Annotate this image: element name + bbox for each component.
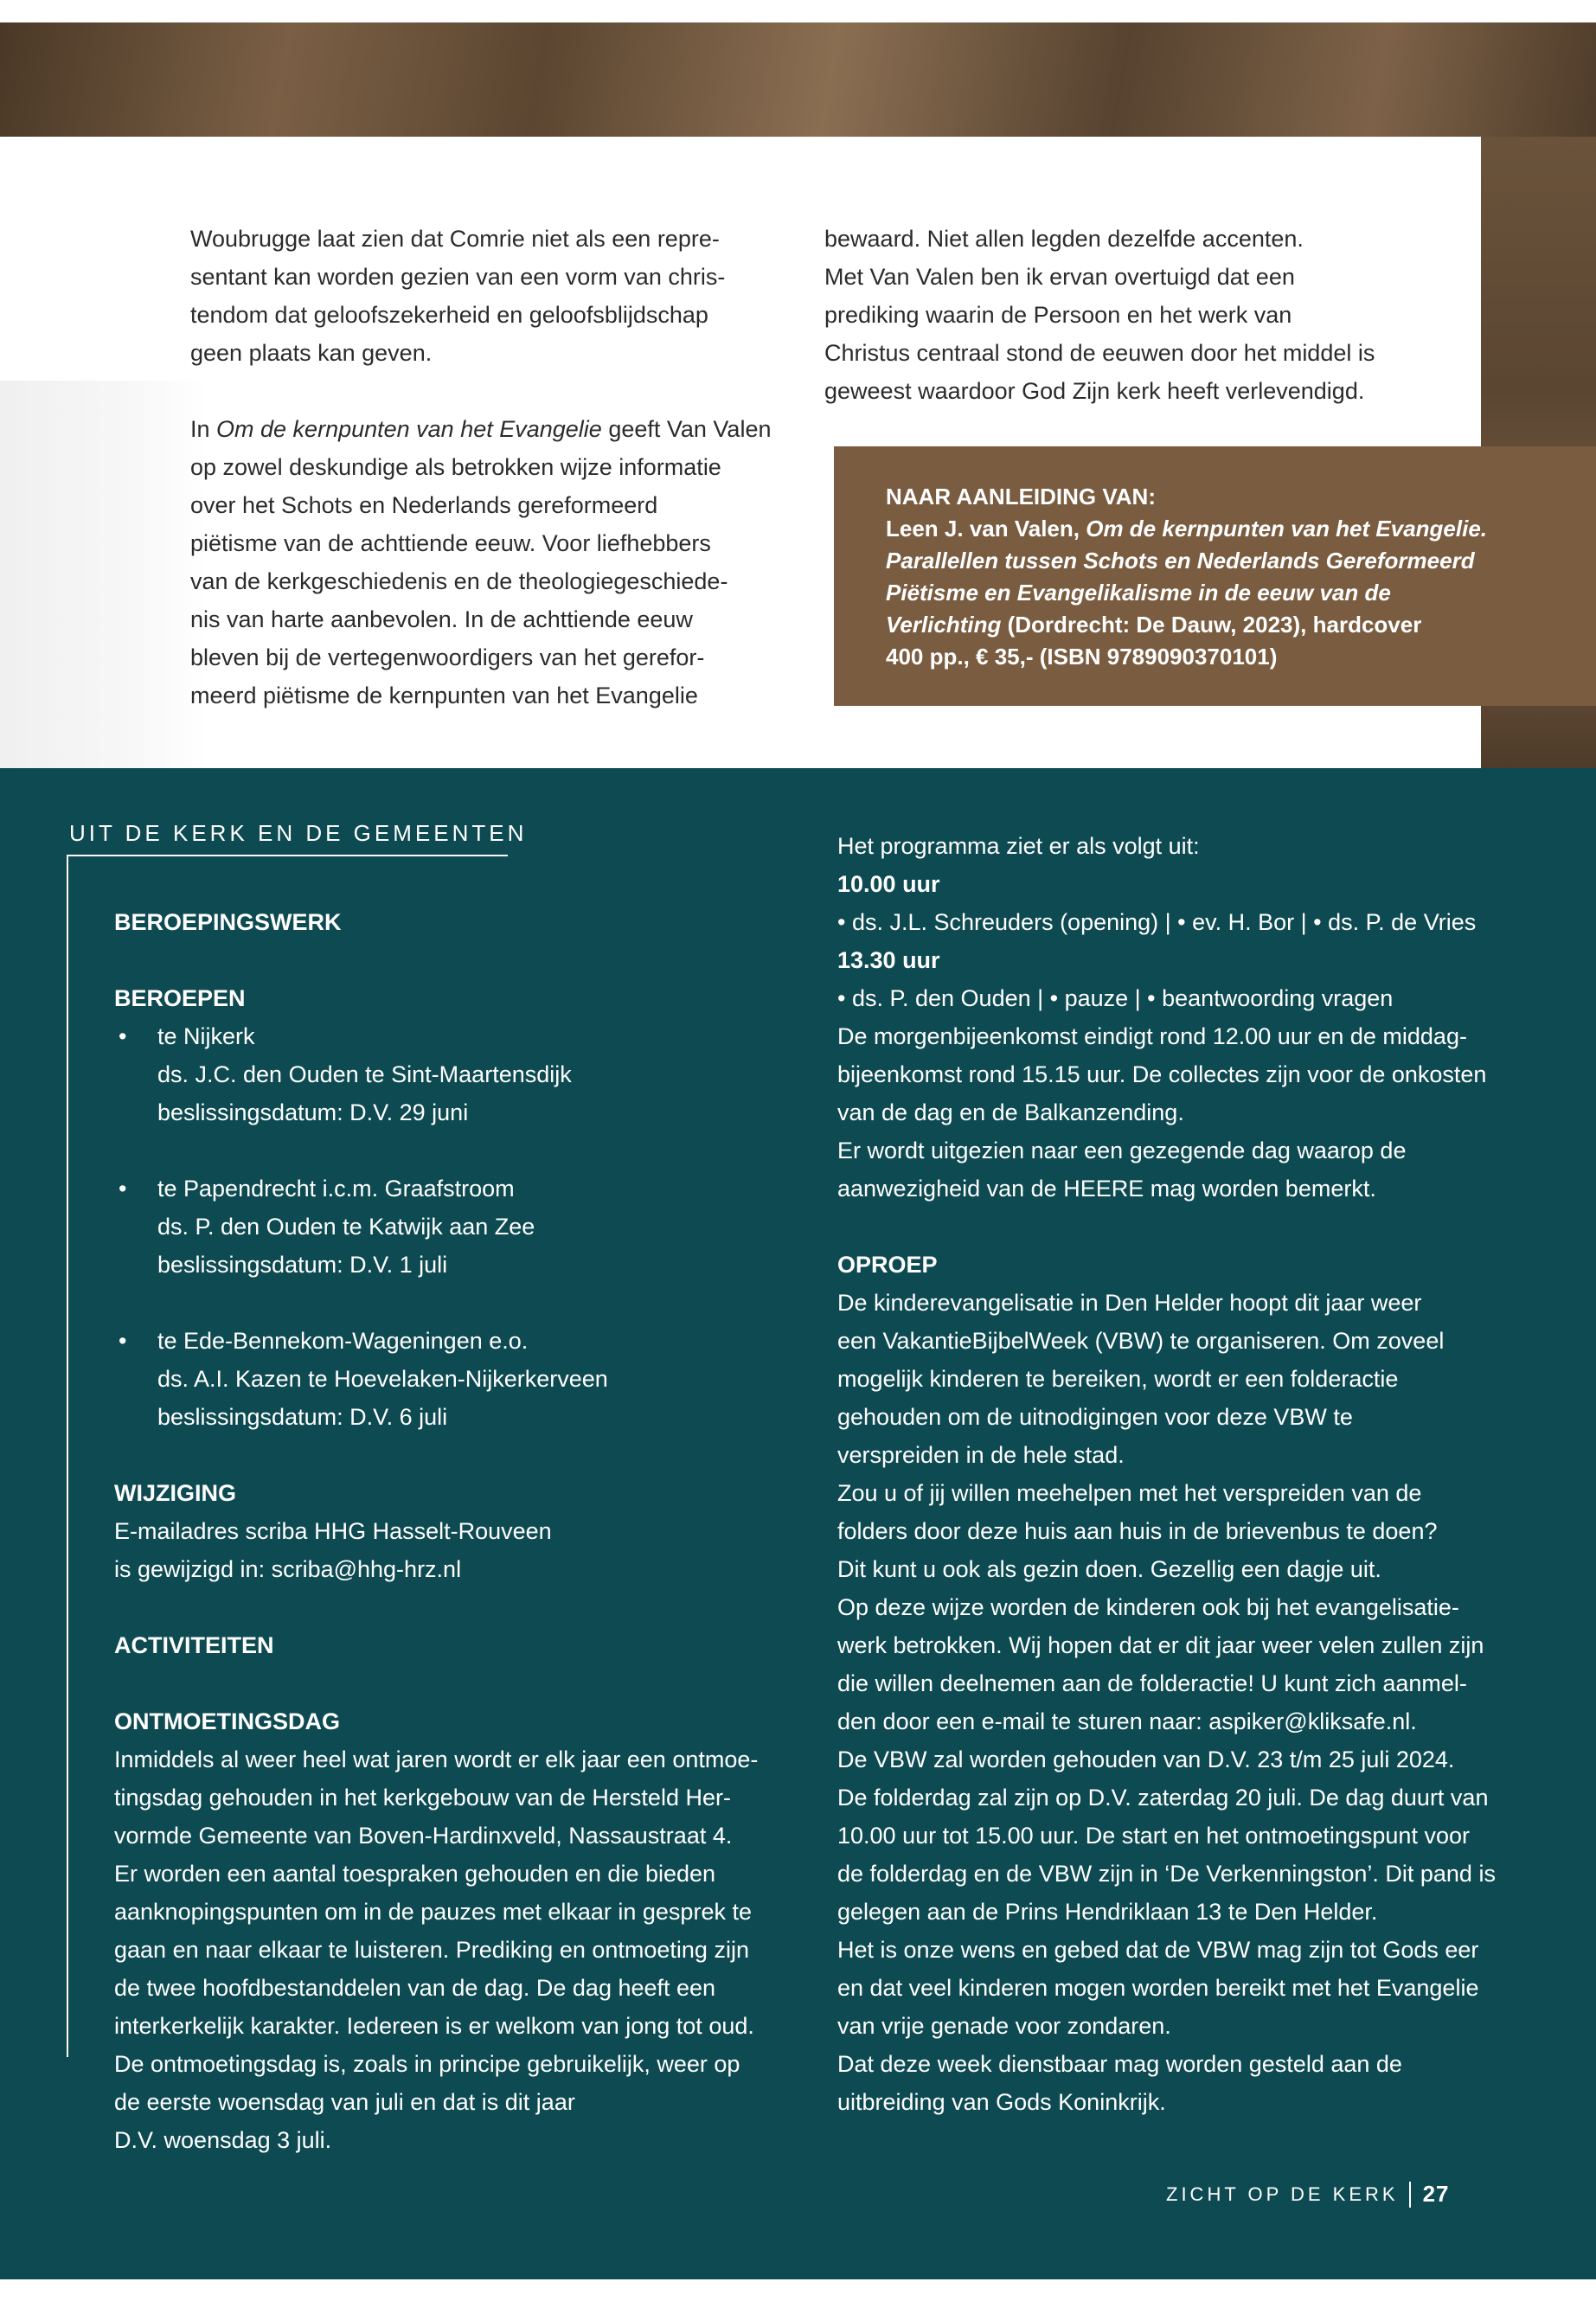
- text-line: gaan en naar elkaar te luisteren. Prediking en ontmoeting zijn: [114, 1937, 749, 1963]
- text-line: In Om de kernpunten van het Evangelie geeft Van Valen: [190, 416, 772, 442]
- book-info-box: [834, 446, 1596, 706]
- heading-activiteiten: ACTIVITEITEN: [114, 1632, 274, 1658]
- text-line: piëtisme van de achttiende eeuw. Voor liefhebbers: [190, 530, 711, 556]
- text-line: den door een e-mail te sturen naar: aspiker@kliksafe.nl.: [837, 1708, 1417, 1734]
- text-line: Dat deze week dienstbaar mag worden gesteld aan de: [837, 2051, 1402, 2077]
- text-line: Op deze wijze worden de kinderen ook bij het evangelisatie-: [837, 1594, 1459, 1620]
- book-title: Om de kernpunten van het Evangelie: [216, 416, 602, 442]
- title-divider: [67, 855, 508, 856]
- text-line: werk betrokken. Wij hopen dat er dit jaar weer velen zullen zijn: [837, 1632, 1484, 1658]
- text-line: tingsdag gehouden in het kerkgebouw van de Hersteld Her-: [114, 1785, 731, 1811]
- text-line: De morgenbijeenkomst eindigt rond 12.00 uur en de middag-: [837, 1023, 1467, 1049]
- program-time: 10.00 uur: [837, 871, 940, 897]
- text-line: vormde Gemeente van Boven-Hardinxveld, Nassaustraat 4.: [114, 1823, 733, 1849]
- text-line: Inmiddels al weer heel wat jaren wordt er elk jaar een ontmoe-: [114, 1747, 759, 1772]
- bullet-icon: •: [119, 1023, 127, 1049]
- text-line: De VBW zal worden gehouden van D.V. 23 t/m 25 juli 2024.: [837, 1747, 1455, 1772]
- text-line: bewaard. Niet allen legden dezelfde accenten.: [824, 226, 1304, 252]
- article-right-column: [824, 220, 1465, 410]
- text-line: bijeenkomst rond 15.15 uur. De collectes zijn voor de onkosten: [837, 1061, 1487, 1087]
- text-line: geen plaats kan geven.: [190, 340, 433, 366]
- page-footer: [1166, 2181, 1450, 2208]
- text-line: De ontmoetingsdag is, zoals in principe gebruikelijk, weer op: [114, 2051, 740, 2077]
- info-line: Leen J. van Valen, Om de kernpunten van het Evangelie.: [886, 516, 1488, 542]
- text-line: bleven bij de vertegenwoordigers van het gerefor-: [190, 644, 705, 670]
- info-line: Parallellen tussen Schots en Nederlands Gereformeerd: [886, 548, 1475, 574]
- text-line: Er worden een aantal toespraken gehouden en die bieden: [114, 1861, 716, 1887]
- heading-wijziging: WIJZIGING: [114, 1480, 236, 1506]
- text-line: geweest waardoor God Zijn kerk heeft verlevendigd.: [824, 378, 1365, 404]
- text-line: uitbreiding van Gods Koninkrijk.: [837, 2089, 1166, 2115]
- bullet-icon: •: [119, 1328, 127, 1354]
- left-divider: [67, 855, 68, 2057]
- text-line: 10.00 uur tot 15.00 uur. De start en het ontmoetingspunt voor: [837, 1823, 1470, 1849]
- text-line: E-mailadres scriba HHG Hasselt-Rouveen: [114, 1518, 552, 1544]
- call-item: • te Ede-Bennekom-Wageningen e.o. ds. A.I. Kazen te Hoevelaken-Nijkerkerveen beslissingsdatum: D.V. 6 juli: [114, 1322, 806, 1436]
- bullet-icon: •: [119, 1176, 127, 1202]
- info-line: Verlichting (Dordrecht: De Dauw, 2023), hardcover: [886, 612, 1422, 638]
- text-line: verspreiden in de hele stad.: [837, 1442, 1125, 1468]
- heading-oproep: OPROEP: [837, 1252, 938, 1278]
- heading-beroepingswerk: BEROEPINGSWERK: [114, 909, 342, 935]
- faded-building-image: [0, 381, 208, 768]
- text-line: sentant kan worden gezien van een vorm van chris-: [190, 264, 726, 290]
- text-line: D.V. woensdag 3 juli.: [114, 2127, 332, 2153]
- text-line: Dit kunt u ook als gezin doen. Gezellig een dagje uit.: [837, 1556, 1381, 1582]
- info-line: 400 pp., € 35,- (ISBN 9789090370101): [886, 644, 1278, 670]
- text-line: gelegen aan de Prins Hendriklaan 13 te Den Helder.: [837, 1899, 1378, 1925]
- section-title: UIT DE KERK EN DE GEMEENTEN: [69, 820, 528, 846]
- header-photo-band: [0, 22, 1596, 137]
- footer-divider: [1409, 2182, 1411, 2208]
- call-item: • te Nijkerk ds. J.C. den Ouden te Sint-Maartensdijk beslissingsdatum: D.V. 29 juni: [114, 1017, 806, 1131]
- text-line: interkerkelijk karakter. Iedereen is er welkom van jong tot oud.: [114, 2013, 754, 2039]
- text-line: Woubrugge laat zien dat Comrie niet als een repre-: [190, 226, 720, 252]
- text-line: en dat veel kinderen mogen worden bereikt met het Evangelie: [837, 1975, 1479, 2001]
- info-heading: NAAR AANLEIDING VAN:: [886, 484, 1156, 510]
- text-line: over het Schots en Nederlands gereformeerd: [190, 492, 658, 518]
- program-line: • ds. P. den Ouden | • pauze | • beantwoording vragen: [837, 985, 1394, 1011]
- text-line: Het is onze wens en gebed dat de VBW mag zijn tot Gods eer: [837, 1937, 1479, 1963]
- text-line: de eerste woensdag van juli en dat is dit jaar: [114, 2089, 575, 2115]
- news-section: [0, 768, 1596, 2279]
- text-line: van vrije genade voor zondaren.: [837, 2013, 1171, 2039]
- text-line: gehouden om de uitnodigingen voor deze VBW te: [837, 1404, 1353, 1430]
- text-line: Zou u of jij willen meehelpen met het verspreiden van de: [837, 1480, 1422, 1506]
- text-line: mogelijk kinderen te bereiken, wordt er een folderactie: [837, 1366, 1399, 1392]
- news-right-column: [837, 827, 1547, 2121]
- news-left-column: [114, 903, 806, 2159]
- text-line: aanwezigheid van de HEERE mag worden bemerkt.: [837, 1176, 1376, 1202]
- text-line: prediking waarin de Persoon en het werk van: [824, 302, 1292, 328]
- article-left-column: [190, 220, 796, 715]
- text-line: de folderdag en de VBW zijn in ‘De Verkenningston’. Dit pand is: [837, 1861, 1496, 1887]
- text-line: folders door deze huis aan huis in de brievenbus te doen?: [837, 1518, 1438, 1544]
- text-line: nis van harte aanbevolen. In de achttiende eeuw: [190, 606, 693, 632]
- text-line: van de dag en de Balkanzending.: [837, 1099, 1184, 1125]
- program-time: 13.30 uur: [837, 947, 940, 973]
- text-line: op zowel deskundige als betrokken wijze informatie: [190, 454, 721, 480]
- page-number: 27: [1422, 2181, 1450, 2207]
- text-line: Met Van Valen ben ik ervan overtuigd dat een: [824, 264, 1295, 290]
- text-line: Het programma ziet er als volgt uit:: [837, 833, 1200, 859]
- text-line: De folderdag zal zijn op D.V. zaterdag 20 juli. De dag duurt van: [837, 1785, 1489, 1811]
- text-line: die willen deelnemen aan de folderactie! U kunt zich aanmel-: [837, 1670, 1467, 1696]
- text-line: een VakantieBijbelWeek (VBW) te organiseren. Om zoveel: [837, 1328, 1445, 1354]
- heading-beroepen: BEROEPEN: [114, 985, 246, 1011]
- call-item: • te Papendrecht i.c.m. Graafstroom ds. P. den Ouden te Katwijk aan Zee beslissingsdatum: D.V. 1 juli: [114, 1170, 806, 1284]
- heading-ontmoetingsdag: ONTMOETINGSDAG: [114, 1708, 340, 1734]
- text-line: Christus centraal stond de eeuwen door het middel is: [824, 340, 1375, 366]
- text-line: is gewijzigd in: scriba@hhg-hrz.nl: [114, 1556, 462, 1582]
- program-line: • ds. J.L. Schreuders (opening) | • ev. H. Bor | • ds. P. de Vries: [837, 909, 1477, 935]
- text-line: De kinderevangelisatie in Den Helder hoopt dit jaar weer: [837, 1290, 1422, 1316]
- text-line: Er wordt uitgezien naar een gezegende dag waarop de: [837, 1138, 1407, 1163]
- magazine-name: ZICHT OP DE KERK: [1166, 2182, 1399, 2205]
- text-line: van de kerkgeschiedenis en de theologiegeschiede-: [190, 568, 728, 594]
- text-line: aanknopingspunten om in de pauzes met elkaar in gesprek te: [114, 1899, 752, 1925]
- bottom-margin: [0, 2279, 1596, 2301]
- info-line: Piëtisme en Evangelikalisme in de eeuw van de: [886, 580, 1391, 606]
- text-line: de twee hoofdbestanddelen van de dag. De dag heeft een: [114, 1975, 716, 2001]
- text-line: meerd piëtisme de kernpunten van het Evangelie: [190, 683, 698, 708]
- text-line: tendom dat geloofszekerheid en geloofsblijdschap: [190, 302, 708, 328]
